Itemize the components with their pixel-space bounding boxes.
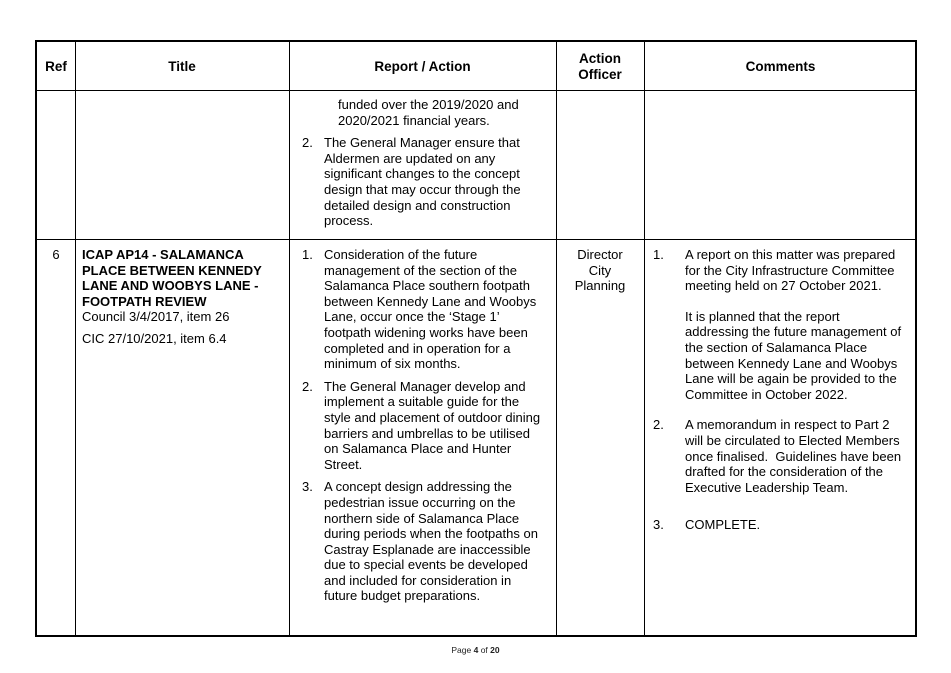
page-footer: Page 4 of 20: [451, 645, 500, 655]
page-number: 4: [473, 645, 479, 655]
header-officer-line2: Officer: [578, 67, 622, 82]
action-officer: Director City Planning: [574, 247, 626, 294]
header-ref: Ref: [45, 59, 67, 74]
header-comments: Comments: [745, 59, 816, 74]
row-ref: 6: [52, 247, 60, 262]
col-divider: [289, 42, 290, 635]
action-table: [35, 40, 917, 637]
row-divider: [37, 239, 915, 240]
comment-item: 3. COMPLETE.: [653, 517, 761, 533]
page-total: 20: [490, 645, 500, 655]
header-report-action: Report / Action: [374, 59, 471, 74]
comment-item: 1. A report on this matter was prepared for the City Infrastructure Committee meeting held on 27 October 2021. It is planned that the report addressing the future management of the section of Salamanca Place between Kennedy Lane and Woobys Lane will be again be provided to the Committee in October 2022.: [647, 247, 915, 402]
header-action-officer: [556, 42, 644, 92]
action-item: 2. The General Manager develop and implement a suitable guide for the style and placement of outdoor dining barriers and umbrellas to be utilised on Salamanca Place and Hunter Street.: [302, 378, 541, 472]
continued-report-cell: [296, 97, 554, 229]
comment-item: 2. A memorandum in respect to Part 2 will be circulated to Elected Members once finalised. Guidelines have been drafted for the consideration of the Executive Leadership Team.: [647, 417, 915, 495]
header-title: Title: [168, 59, 196, 74]
header-officer-line1: Action: [579, 51, 621, 66]
comment-paragraph: A memorandum in respect to Part 2 will be circulated to Elected Members once finalised. Guidelines have been drafted for the consideration of the Executive Leadership Team.: [685, 417, 902, 495]
col-divider: [556, 42, 557, 635]
row-report-cell: [296, 247, 554, 604]
col-divider: [75, 42, 76, 635]
item-title: ICAP AP14 - SALAMANCA PLACE BETWEEN KENNEDY LANE AND WOOBYS LANE - FOOTPATH REVIEW: [82, 247, 262, 309]
row-comments-cell: [647, 247, 915, 533]
col-divider: [644, 42, 645, 635]
cic-reference: CIC 27/10/2021, item 6.4: [82, 330, 227, 346]
continued-action-item: 2. The General Manager ensure that Aldermen are updated on any significant changes to the concept design that may occur through the detailed design and construction process.: [302, 135, 521, 229]
comment-paragraph: It is planned that the report addressing the future management of the section of Salamanca Place between Kennedy Lane and Woobys Lane will be again be provided to the Committee in October 2022.: [685, 308, 902, 402]
council-reference: Council 3/4/2017, item 26: [82, 309, 230, 325]
action-item: 1. Consideration of the future management of the section of the Salamanca Place southern footpath between Kennedy Lane and Woobys Lane, occur once the ‘Stage 1’ footpath widening works have been completed and in operation for a minimum of six months.: [302, 247, 537, 372]
report-continuation: funded over the 2019/2020 and 2020/2021 financial years.: [338, 97, 519, 128]
comment-paragraph: A report on this matter was prepared for the City Infrastructure Committee meeting held on 27 October 2021.: [685, 247, 896, 294]
action-item: 3. A concept design addressing the pedestrian issue occurring on the northern side of Salamanca Place during periods when the footpaths on Castray Esplanade are inaccessible due to special events be developed and included for consideration in future budget preparations.: [302, 479, 538, 604]
row-title-cell: [82, 247, 287, 347]
